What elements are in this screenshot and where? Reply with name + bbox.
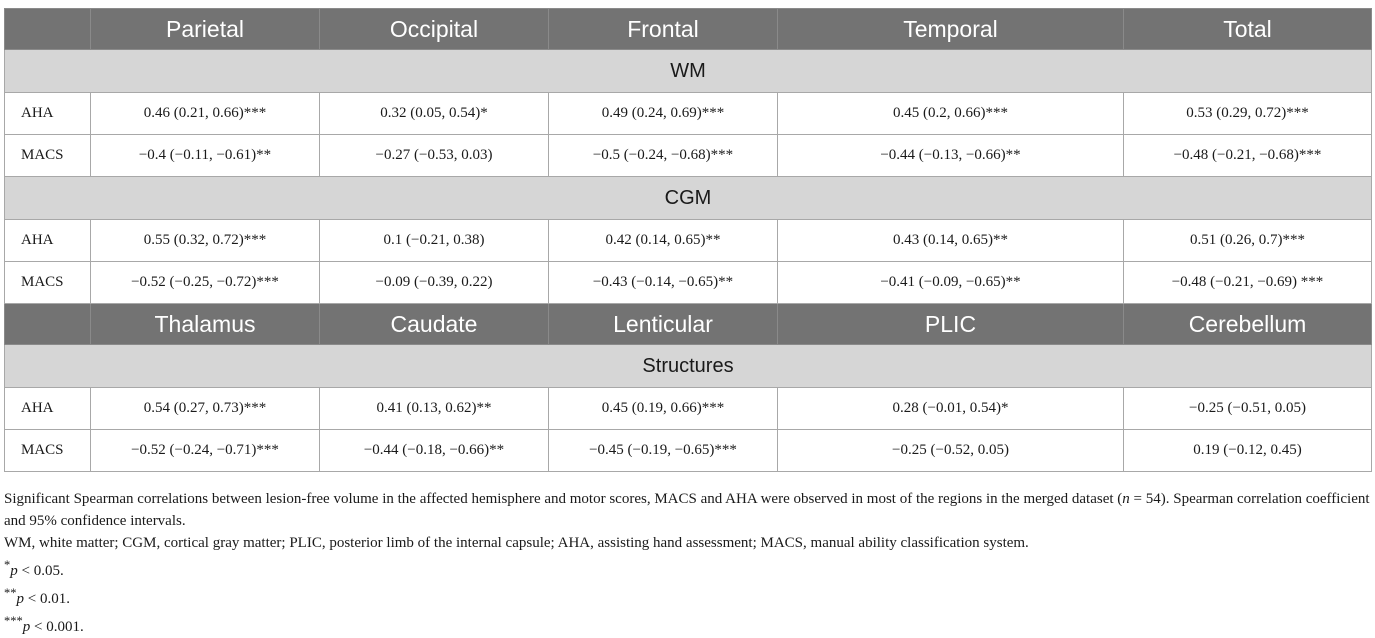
table-cell: −0.27 (−0.53, 0.03) xyxy=(320,135,549,177)
header-cell-parietal: Parietal xyxy=(91,9,320,50)
table-row xyxy=(5,430,1372,472)
table-cell: 0.51 (0.26, 0.7)*** xyxy=(1124,220,1372,262)
header-row-structures xyxy=(5,304,1372,345)
table-cell: 0.55 (0.32, 0.72)*** xyxy=(91,220,320,262)
table-row xyxy=(5,388,1372,430)
table-cell: 0.41 (0.13, 0.62)** xyxy=(320,388,549,430)
section-label-cgm: CGM xyxy=(5,177,1372,220)
results-table-container xyxy=(4,8,1371,472)
p-symbol: p xyxy=(10,563,18,579)
header-cell-total: Total xyxy=(1124,9,1372,50)
table-cell: −0.09 (−0.39, 0.22) xyxy=(320,262,549,304)
table-cell: 0.46 (0.21, 0.66)*** xyxy=(91,93,320,135)
table-cell: −0.25 (−0.52, 0.05) xyxy=(778,430,1124,472)
table-cell: −0.43 (−0.14, −0.65)** xyxy=(549,262,778,304)
asterisk-mark: *** xyxy=(4,614,23,628)
table-cell: 0.45 (0.2, 0.66)*** xyxy=(778,93,1124,135)
row-label: MACS xyxy=(5,262,91,304)
header-cell-lenticular: Lenticular xyxy=(549,304,778,345)
table-row xyxy=(5,262,1372,304)
p-symbol: p xyxy=(22,619,31,635)
asterisk-mark: ** xyxy=(4,586,17,600)
table-footnotes xyxy=(4,488,1371,638)
table-cell: 0.53 (0.29, 0.72)*** xyxy=(1124,93,1372,135)
row-label: MACS xyxy=(5,135,91,177)
p-symbol: p xyxy=(16,591,24,607)
table-cell: 0.43 (0.14, 0.65)** xyxy=(778,220,1124,262)
header-cell-frontal: Frontal xyxy=(549,9,778,50)
section-label-wm: WM xyxy=(5,50,1372,93)
table-cell: 0.32 (0.05, 0.54)* xyxy=(320,93,549,135)
header-cell-thalamus: Thalamus xyxy=(91,304,320,345)
table-cell: 0.19 (−0.12, 0.45) xyxy=(1124,430,1372,472)
results-table xyxy=(4,8,1372,472)
header-row-regions xyxy=(5,9,1372,50)
section-row-cgm xyxy=(5,177,1372,220)
row-label: AHA xyxy=(5,93,91,135)
section-row-structures xyxy=(5,345,1372,388)
section-label-structures: Structures xyxy=(5,345,1372,388)
table-cell: −0.41 (−0.09, −0.65)** xyxy=(778,262,1124,304)
table-cell: −0.44 (−0.13, −0.66)** xyxy=(778,135,1124,177)
header-cell-temporal: Temporal xyxy=(778,9,1124,50)
abbreviations-note: WM, white matter; CGM, cortical gray matter; PLIC, posterior limb of the internal capsule; AHA, assisting hand assessment; MACS, manual ability classification system. xyxy=(4,535,1029,551)
significance-text: < 0.01. xyxy=(24,591,70,607)
header-cell-plic: PLIC xyxy=(778,304,1124,345)
header-cell-empty xyxy=(5,9,91,50)
table-cell: 0.28 (−0.01, 0.54)* xyxy=(778,388,1124,430)
significance-note-2 xyxy=(4,582,1371,610)
table-row xyxy=(5,220,1372,262)
row-label: AHA xyxy=(5,220,91,262)
table-cell: −0.5 (−0.24, −0.68)*** xyxy=(549,135,778,177)
table-cell: 0.45 (0.19, 0.66)*** xyxy=(549,388,778,430)
table-cell: −0.4 (−0.11, −0.61)** xyxy=(91,135,320,177)
section-row-wm xyxy=(5,50,1372,93)
caption-text-1: Significant Spearman correlations between lesion-free volume in the affected hemisphere and motor scores, MACS and AHA were observed in most of the regions in the merged dataset ( xyxy=(4,491,1123,507)
row-label: MACS xyxy=(5,430,91,472)
table-cell: −0.52 (−0.25, −0.72)*** xyxy=(91,262,320,304)
table-cell: 0.1 (−0.21, 0.38) xyxy=(320,220,549,262)
header-cell-empty xyxy=(5,304,91,345)
table-cell: −0.48 (−0.21, −0.68)*** xyxy=(1124,135,1372,177)
header-cell-cerebellum: Cerebellum xyxy=(1124,304,1372,345)
table-cell: 0.49 (0.24, 0.69)*** xyxy=(549,93,778,135)
table-cell: 0.42 (0.14, 0.65)** xyxy=(549,220,778,262)
significance-text: < 0.001. xyxy=(30,619,84,635)
significance-note-3 xyxy=(4,610,1371,638)
table-cell: −0.45 (−0.19, −0.65)*** xyxy=(549,430,778,472)
table-row xyxy=(5,93,1372,135)
significance-note-1 xyxy=(4,554,1371,582)
significance-text: < 0.05. xyxy=(17,563,64,579)
asterisk-mark: * xyxy=(4,558,11,572)
header-cell-caudate: Caudate xyxy=(320,304,549,345)
table-cell: −0.48 (−0.21, −0.69) *** xyxy=(1124,262,1372,304)
table-cell: 0.54 (0.27, 0.73)*** xyxy=(91,388,320,430)
table-caption xyxy=(4,488,1371,532)
table-row xyxy=(5,135,1372,177)
table-cell: −0.25 (−0.51, 0.05) xyxy=(1124,388,1372,430)
table-cell: −0.52 (−0.24, −0.71)*** xyxy=(91,430,320,472)
header-cell-occipital: Occipital xyxy=(320,9,549,50)
table-cell: −0.44 (−0.18, −0.66)** xyxy=(320,430,549,472)
caption-text-2: = 54). Spearman correlation coefficient and 95% confidence intervals. xyxy=(4,491,1370,529)
row-label: AHA xyxy=(5,388,91,430)
caption-n-symbol: n xyxy=(1122,491,1130,507)
